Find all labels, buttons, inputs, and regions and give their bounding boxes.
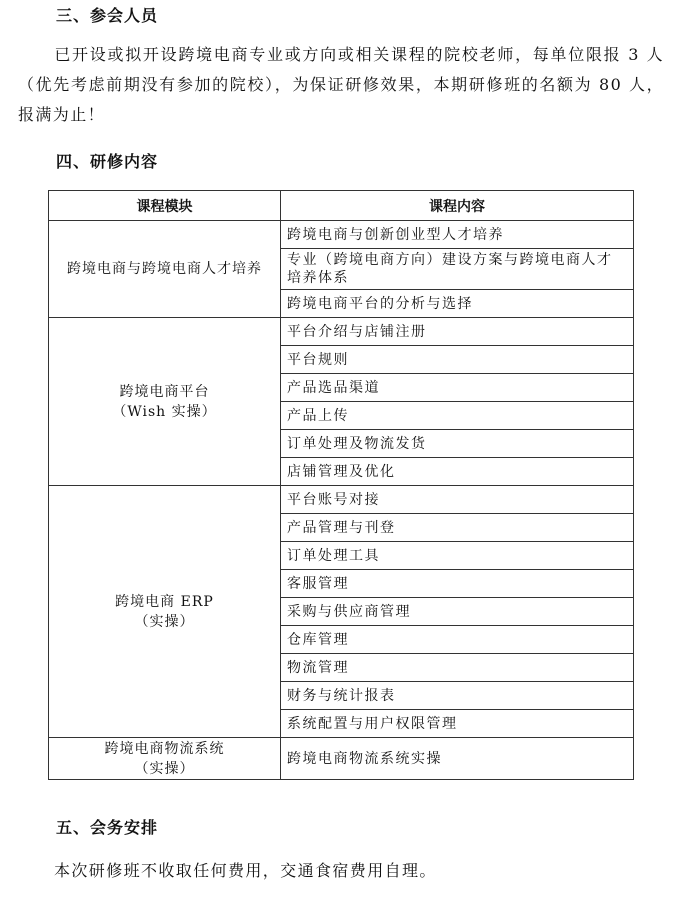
table-row [49, 221, 634, 249]
course-item: 专业（跨境电商方向）建设方案与跨境电商人才培养体系 [281, 249, 634, 290]
module-name: 跨境电商物流系统 [104, 740, 225, 757]
course-item: 跨境电商物流系统实操 [281, 738, 634, 780]
table-header-row [49, 191, 634, 221]
course-item: 产品管理与刊登 [281, 514, 634, 542]
module-name-note: （Wish 实操） [112, 403, 217, 420]
course-item: 平台账号对接 [281, 486, 634, 514]
section-4-heading: 四、研修内容 [56, 152, 159, 171]
course-item: 产品上传 [281, 402, 634, 430]
table-row [49, 318, 634, 346]
section-5-paragraph: 本次研修班不收取任何费用，交通食宿费用自理。 [54, 861, 437, 880]
course-item: 物流管理 [281, 654, 634, 682]
module-name-note: （实操） [134, 613, 195, 630]
course-item: 产品选品渠道 [281, 374, 634, 402]
course-item: 平台规则 [281, 346, 634, 374]
course-item: 订单处理工具 [281, 542, 634, 570]
module-name: 跨境电商 ERP [115, 593, 214, 610]
section-3-heading: 三、参会人员 [56, 6, 159, 25]
course-item: 系统配置与用户权限管理 [281, 710, 634, 738]
module-name: 跨境电商与跨境电商人才培养 [67, 261, 262, 277]
course-item: 平台介绍与店铺注册 [281, 318, 634, 346]
module-name-note: （实操） [134, 760, 195, 777]
course-item: 跨境电商平台的分析与选择 [281, 290, 634, 318]
module-cell [49, 486, 281, 738]
module-name: 跨境电商平台 [119, 383, 210, 400]
course-item: 跨境电商与创新创业型人才培养 [281, 221, 634, 249]
module-cell [49, 221, 281, 318]
module-cell [49, 318, 281, 486]
course-item: 仓库管理 [281, 626, 634, 654]
course-item: 订单处理及物流发货 [281, 430, 634, 458]
course-item: 采购与供应商管理 [281, 598, 634, 626]
course-item: 财务与统计报表 [281, 682, 634, 710]
course-item: 客服管理 [281, 570, 634, 598]
column-header-content: 课程内容 [281, 191, 634, 221]
course-item: 店铺管理及优化 [281, 458, 634, 486]
section-5-heading: 五、会务安排 [56, 818, 159, 837]
section-3-paragraph: 已开设或拟开设跨境电商专业或方向或相关课程的院校老师，每单位限报 3 人（优先考虑前期没有参加的院校），为保证研修效果，本期研修班的名额为 80 人，报满为止！ [18, 45, 664, 124]
table-row [49, 486, 634, 514]
column-header-module: 课程模块 [49, 191, 281, 221]
table-row [49, 738, 634, 780]
course-table [48, 190, 634, 780]
module-cell [49, 738, 281, 780]
